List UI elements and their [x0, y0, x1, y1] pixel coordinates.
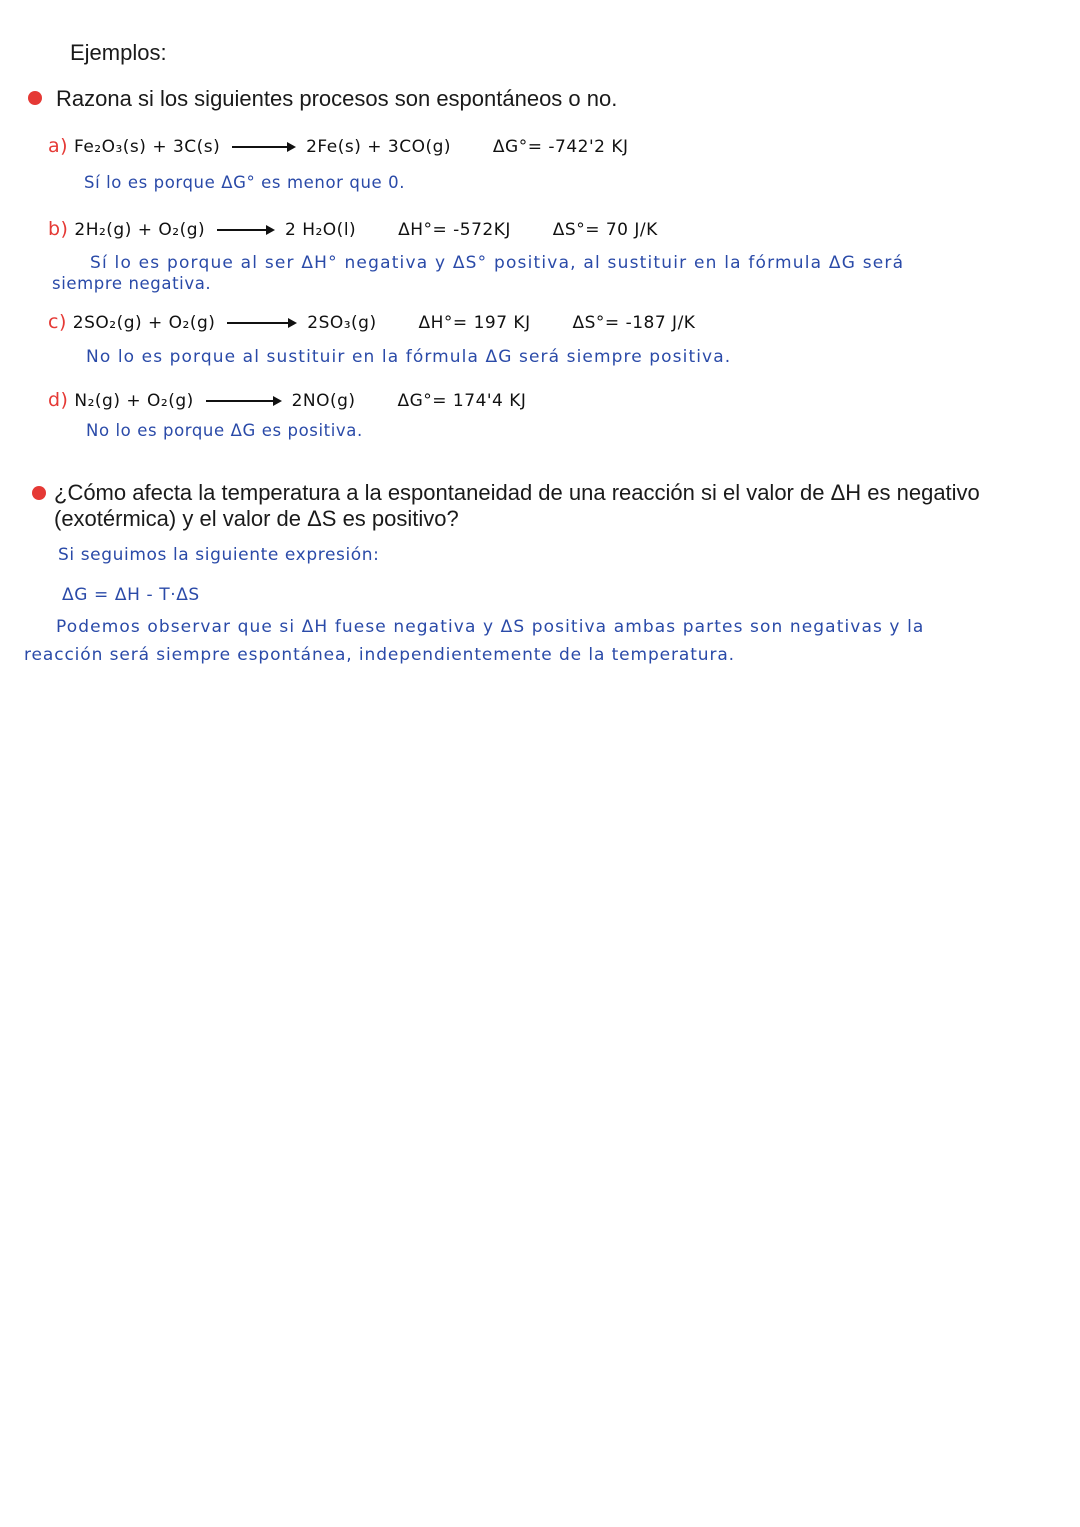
answer-c: No lo es porque al sustituir en la fórmula ΔG será siempre positiva.: [86, 347, 732, 367]
reaction-a: [48, 135, 629, 157]
bullet-icon: [28, 91, 42, 105]
answer-b: Sí lo es porque al ser ΔH° negativa y ΔS° positiva, al sustituir en la fórmula ΔG será: [90, 253, 905, 273]
reaction-b: [48, 218, 658, 240]
reactants: 2SO₂(g) + O₂(g): [72, 313, 216, 333]
item-label: d): [48, 389, 69, 411]
products: 2NO(g): [291, 391, 356, 411]
value: ΔH°= 197 KJ: [418, 313, 531, 333]
answer-2-intro: Si seguimos la siguiente expresión:: [58, 545, 380, 565]
value: ΔS°= -187 J/K: [572, 313, 696, 333]
section-title: Ejemplos:: [70, 40, 167, 65]
answer-2-line-1: Podemos observar que si ΔH fuese negativa y ΔS positiva ambas partes son negativas y la: [56, 617, 925, 637]
answer-b-cont: siempre negativa.: [52, 274, 212, 293]
products: 2 H₂O(l): [284, 220, 357, 240]
question-2-line-2: (exotérmica) y el valor de ΔS es positivo?: [54, 506, 459, 531]
reaction-d: [48, 389, 526, 411]
bullet-icon: [32, 486, 46, 500]
reactants: 2H₂(g) + O₂(g): [74, 220, 206, 240]
answer-2-line-2: reacción será siempre espontánea, independientemente de la temperatura.: [24, 645, 735, 665]
arrow-icon: [206, 400, 280, 402]
item-label: a): [48, 135, 69, 157]
answer-2-formula: ΔG = ΔH - T·ΔS: [62, 585, 200, 605]
question-2-line-1: ¿Cómo afecta la temperatura a la espontaneidad de una reacción si el valor de ΔH es negativo: [54, 480, 980, 505]
item-label: c): [48, 311, 67, 333]
arrow-icon: [227, 322, 295, 324]
item-label: b): [48, 218, 69, 240]
arrow-icon: [232, 146, 294, 148]
reaction-c: [48, 311, 695, 333]
reactants: Fe₂O₃(s) + 3C(s): [73, 137, 221, 157]
value: ΔS°= 70 J/K: [552, 220, 658, 240]
answer-d: No lo es porque ΔG es positiva.: [86, 421, 363, 440]
value: ΔH°= -572KJ: [398, 220, 511, 240]
products: 2SO₃(g): [307, 313, 377, 333]
answer-a: Sí lo es porque ΔG° es menor que 0.: [84, 173, 406, 192]
value: ΔG°= -742'2 KJ: [492, 137, 629, 157]
products: 2Fe(s) + 3CO(g): [306, 137, 452, 157]
reactants: N₂(g) + O₂(g): [74, 391, 194, 411]
value: ΔG°= 174'4 KJ: [397, 391, 527, 411]
arrow-icon: [217, 229, 273, 231]
question-1: Razona si los siguientes procesos son espontáneos o no.: [56, 86, 618, 111]
